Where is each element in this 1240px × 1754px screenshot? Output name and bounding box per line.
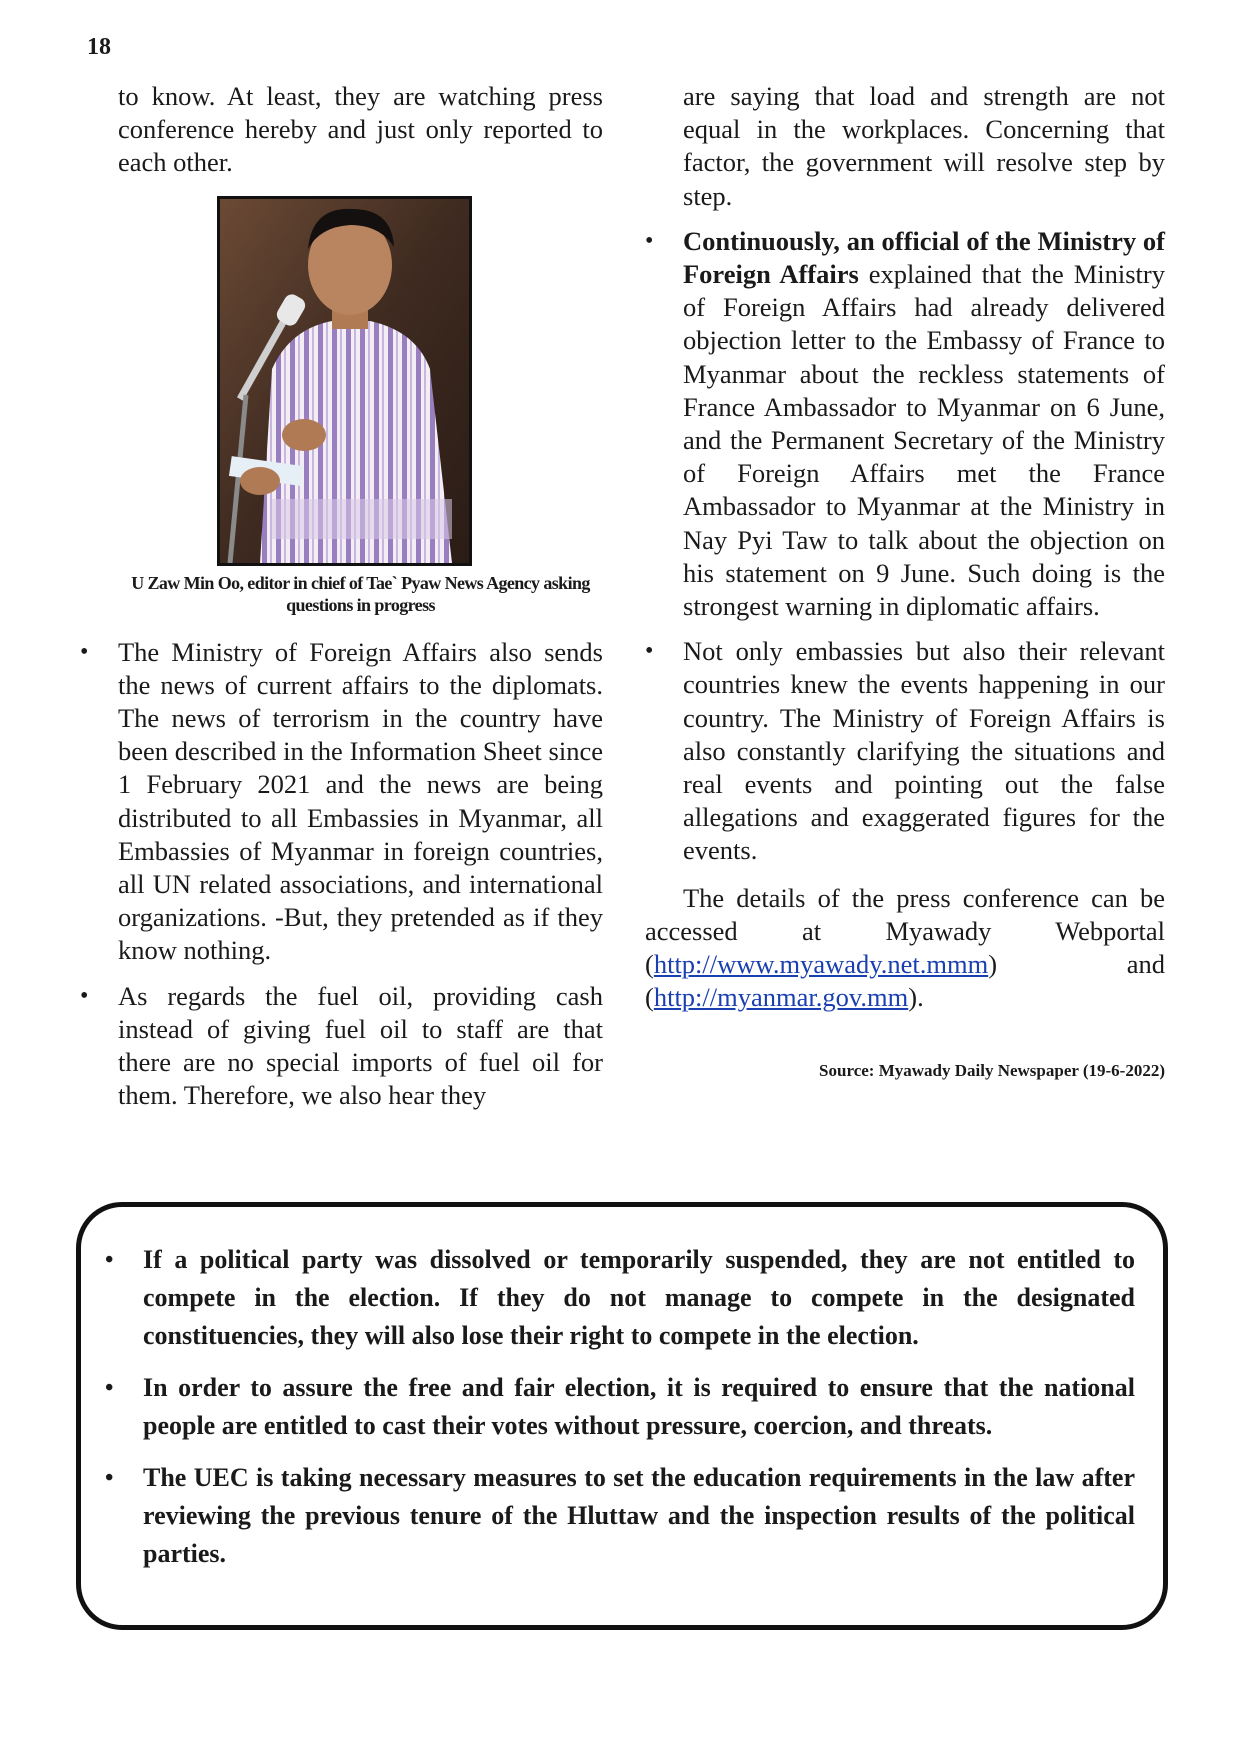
paren: (: [645, 982, 654, 1013]
list-item: • If a political party was dissolved or temporarily suspended, they are not entitled to compete in the election. If they do not manage to compete in the designated constituencies, they will also lose their right to compete in the election.: [143, 1241, 1135, 1355]
list-item: • The Ministry of Foreign Affairs also sends the news of current affairs to the diplomats. The news of terrorism in the country have been described in the Information Sheet since 1 February 2021 and the news are being distributed to all Embassies in Myanmar, all Embassies of Myanmar in foreign countries, all UN related associations, and international organizations. -But, they pretended as if they know nothing.: [118, 636, 603, 968]
speaker-photo-illustration: [220, 199, 469, 563]
photo-caption-line1: U Zaw Min Oo, editor in chief of Tae` Pyaw News Agency asking: [131, 572, 590, 593]
photo-caption-line2: questions in progress: [286, 594, 435, 615]
intro-paragraph: to know. At least, they are watching press conference hereby and just only reported to each other.: [118, 81, 603, 178]
notice-box: [76, 1202, 1168, 1630]
left-column: [118, 80, 603, 1112]
bullet-rest: explained that the Ministry of Foreign Affairs had already delivered objection letter to the Embassy of France to Myanmar about the reckless statements of France Ambassador to Myanmar on 6 June, and the Permanent Secretary of the Ministry of Foreign Affairs met the France Ambassador to Myanmar at the Ministry in Nay Pyi Taw to talk about the objection on his statement on 9 June. Such doing is the strongest warning in diplomatic affairs.: [683, 259, 1165, 622]
and-word: and: [1126, 949, 1165, 980]
continuation-paragraph: are saying that load and strength are not equal in the workplaces. Concerning that factor, the government will resolve step by step.: [683, 81, 1165, 211]
notice-bullet-list: [143, 1241, 1135, 1573]
list-item: • The UEC is taking necessary measures to set the education requirements in the law after reviewing the previous tenure of the Hluttaw and the inspection results of the political parties.: [143, 1459, 1135, 1573]
myawady-link[interactable]: http://www.myawady.net.mmm: [653, 949, 989, 980]
list-item: • Not only embassies but also their relevant countries knew the events happening in our country. The Ministry of Foreign Affairs is also constantly clarifying the situations and real events and pointing out the false allegations and exaggerated figures for the events.: [645, 635, 1165, 867]
paren: ).: [908, 982, 924, 1013]
source-credit: Source: Myawady Daily Newspaper (19-6-2022): [819, 1061, 1165, 1081]
paren: (: [645, 949, 654, 980]
paren: ): [988, 949, 998, 980]
page-number: 18: [87, 34, 111, 60]
speaker-photo: [217, 196, 472, 566]
bullet-bold-lead: Continuously, an official of the Ministry of Foreign Affairs: [683, 225, 1165, 290]
details-paragraph: [645, 882, 1165, 1015]
photo-caption: [76, 572, 645, 616]
right-column: [645, 80, 1165, 1088]
right-bullet-list: [645, 225, 1165, 868]
list-item: • In order to assure the free and fair election, it is required to ensure that the national people are entitled to cast their votes without pressure, coercion, and threats.: [143, 1369, 1135, 1445]
myanmar-gov-link[interactable]: http://myanmar.gov.mm: [653, 982, 909, 1013]
left-bullet-list: [118, 636, 603, 1113]
list-item: • As regards the fuel oil, providing cash instead of giving fuel oil to staff are that there are no special imports of fuel oil for them. Therefore, we also hear they: [118, 980, 603, 1113]
list-item: [645, 225, 1165, 623]
details-text: The details of the press conference can be accessed at Myawady Webportal: [645, 882, 1165, 946]
